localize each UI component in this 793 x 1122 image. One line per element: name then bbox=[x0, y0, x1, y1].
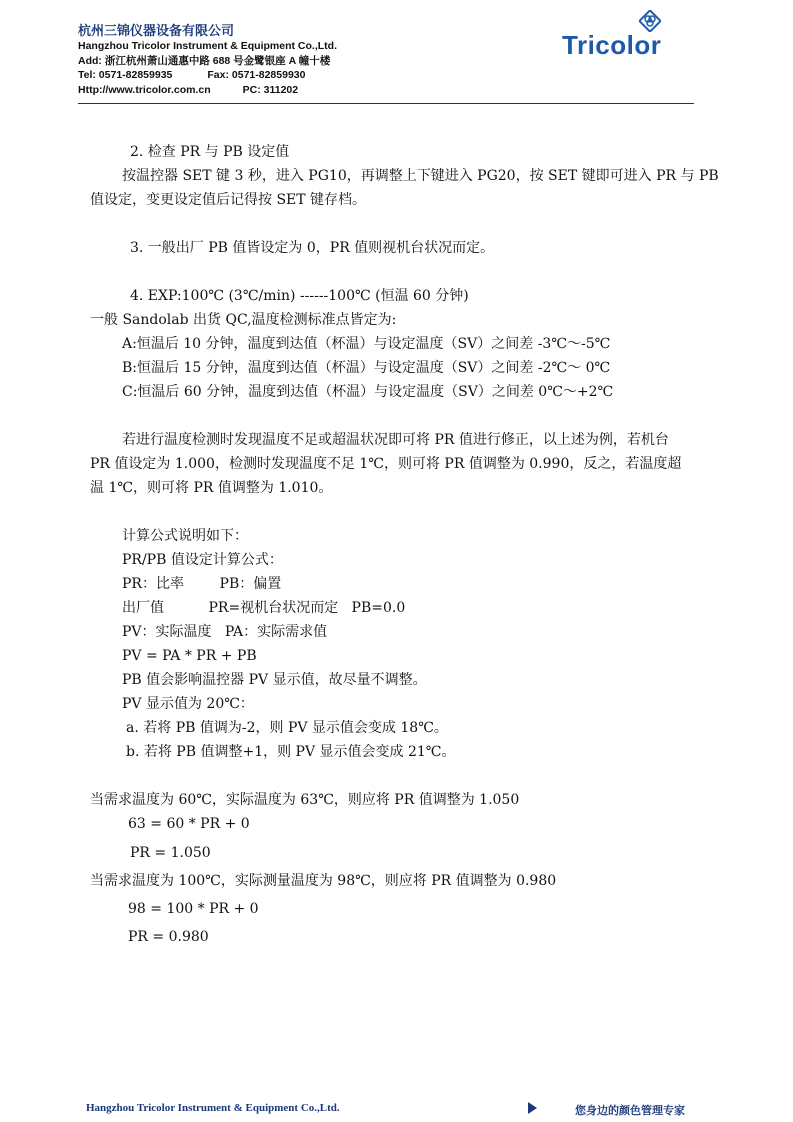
formula-line: 98 = 100 * PR + 0 bbox=[128, 901, 259, 917]
paragraph-line: 按温控器 SET 键 3 秒，进入 PG10，再调整上下键进入 PG20，按 SET 键即可进入 PR 与 PB bbox=[122, 168, 719, 184]
step-2-heading: 2. 检查 PR 与 PB 设定值 bbox=[130, 144, 290, 160]
contact-web-postcode bbox=[78, 83, 337, 98]
company-address: Add: 浙江杭州萧山通惠中路 688 号金鹭银座 A 幢十楼 bbox=[78, 54, 331, 67]
footer-slogan: 您身边的颜色管理专家 bbox=[575, 1104, 685, 1117]
footer-company: Hangzhou Tricolor Instrument & Equipment Co.,Ltd. bbox=[86, 1102, 340, 1114]
formula-section-heading: 计算公式说明如下： bbox=[122, 528, 248, 544]
paragraph-line: 若进行温度检测时发现温度不足或超温状况即可将 PR 值进行修正，以上述为例，若机台 bbox=[122, 432, 669, 448]
definition-line: PV：实际温度 PA：实际需求值 bbox=[122, 624, 328, 640]
formula-line: PV = PA * PR + PB bbox=[122, 648, 257, 664]
paragraph-line: 当需求温度为 60℃，实际温度为 63℃，则应将 PR 值调整为 1.050 bbox=[90, 792, 520, 808]
company-name-cn: 杭州三锦仪器设备有限公司 bbox=[78, 23, 235, 38]
company-postcode: PC: 311202 bbox=[242, 83, 299, 96]
logo-wordmark: Tricolor bbox=[562, 30, 662, 60]
example-b: b. 若将 PB 值调整+1，则 PV 显示值会变成 21℃。 bbox=[126, 744, 456, 760]
definition-line: PR：比率 PB：偏置 bbox=[122, 576, 282, 592]
tricolor-logo bbox=[562, 10, 694, 58]
qc-point-a: A:恒温后 10 分钟，温度到达值（杯温）与设定温度（SV）之间差 -3℃～-5℃ bbox=[122, 336, 611, 352]
company-name-en: Hangzhou Tricolor Instrument & Equipment Co.,Ltd. bbox=[78, 40, 337, 52]
formula-result: PR = 1.050 bbox=[130, 845, 211, 861]
paragraph-line: PB 值会影响温控器 PV 显示值，故尽量不调整。 bbox=[122, 672, 427, 688]
paragraph-line: 当需求温度为 100℃，实际测量温度为 98℃，则应将 PR 值调整为 0.980 bbox=[90, 873, 557, 889]
company-fax: Fax: 0571-82859930 bbox=[207, 69, 306, 81]
formula-result: PR = 0.980 bbox=[128, 929, 209, 945]
formula-line: 63 = 60 * PR + 0 bbox=[128, 816, 250, 832]
qc-point-b: B:恒温后 15 分钟，温度到达值（杯温）与设定温度（SV）之间差 -2℃～ 0℃ bbox=[122, 360, 611, 376]
definition-line: 出厂值 PR=视机台状况而定 PB=0.0 bbox=[122, 600, 406, 616]
qc-point-c: C:恒温后 60 分钟，温度到达值（杯温）与设定温度（SV）之间差 0℃～+2℃ bbox=[122, 384, 614, 400]
paragraph-line: PV 显示值为 20℃： bbox=[122, 696, 254, 712]
logo-emblem-icon bbox=[639, 10, 661, 32]
paragraph-line: 一般 Sandolab 出货 QC,温度检测标准点皆定为: bbox=[90, 312, 397, 328]
step-3-heading: 3. 一般出厂 PB 值皆设定为 0，PR 值则视机台状况而定。 bbox=[130, 240, 495, 256]
company-tel: Tel: 0571-82859935 bbox=[78, 69, 173, 81]
paragraph-line: 值设定，变更设定值后记得按 SET 键存档。 bbox=[90, 192, 367, 208]
company-website: Http://www.tricolor.com.cn bbox=[78, 83, 211, 96]
header-divider bbox=[78, 103, 694, 104]
letterhead bbox=[78, 22, 337, 97]
paragraph-line: PR 值设定为 1.000，检测时发现温度不足 1℃，则可将 PR 值调整为 0.990，反之，若温度超 bbox=[90, 456, 682, 472]
formula-subheading: PR/PB 值设定计算公式： bbox=[122, 552, 283, 568]
example-a: a. 若将 PB 值调为-2，则 PV 显示值会变成 18℃。 bbox=[126, 720, 448, 736]
footer-arrow-icon bbox=[528, 1102, 537, 1114]
step-4-heading: 4. EXP:100℃ (3℃/min) ------100℃ (恒温 60 分钟) bbox=[130, 288, 469, 304]
paragraph-line: 温 1℃，则可将 PR 值调整为 1.010。 bbox=[90, 480, 333, 496]
contact-phone-fax bbox=[78, 68, 337, 83]
